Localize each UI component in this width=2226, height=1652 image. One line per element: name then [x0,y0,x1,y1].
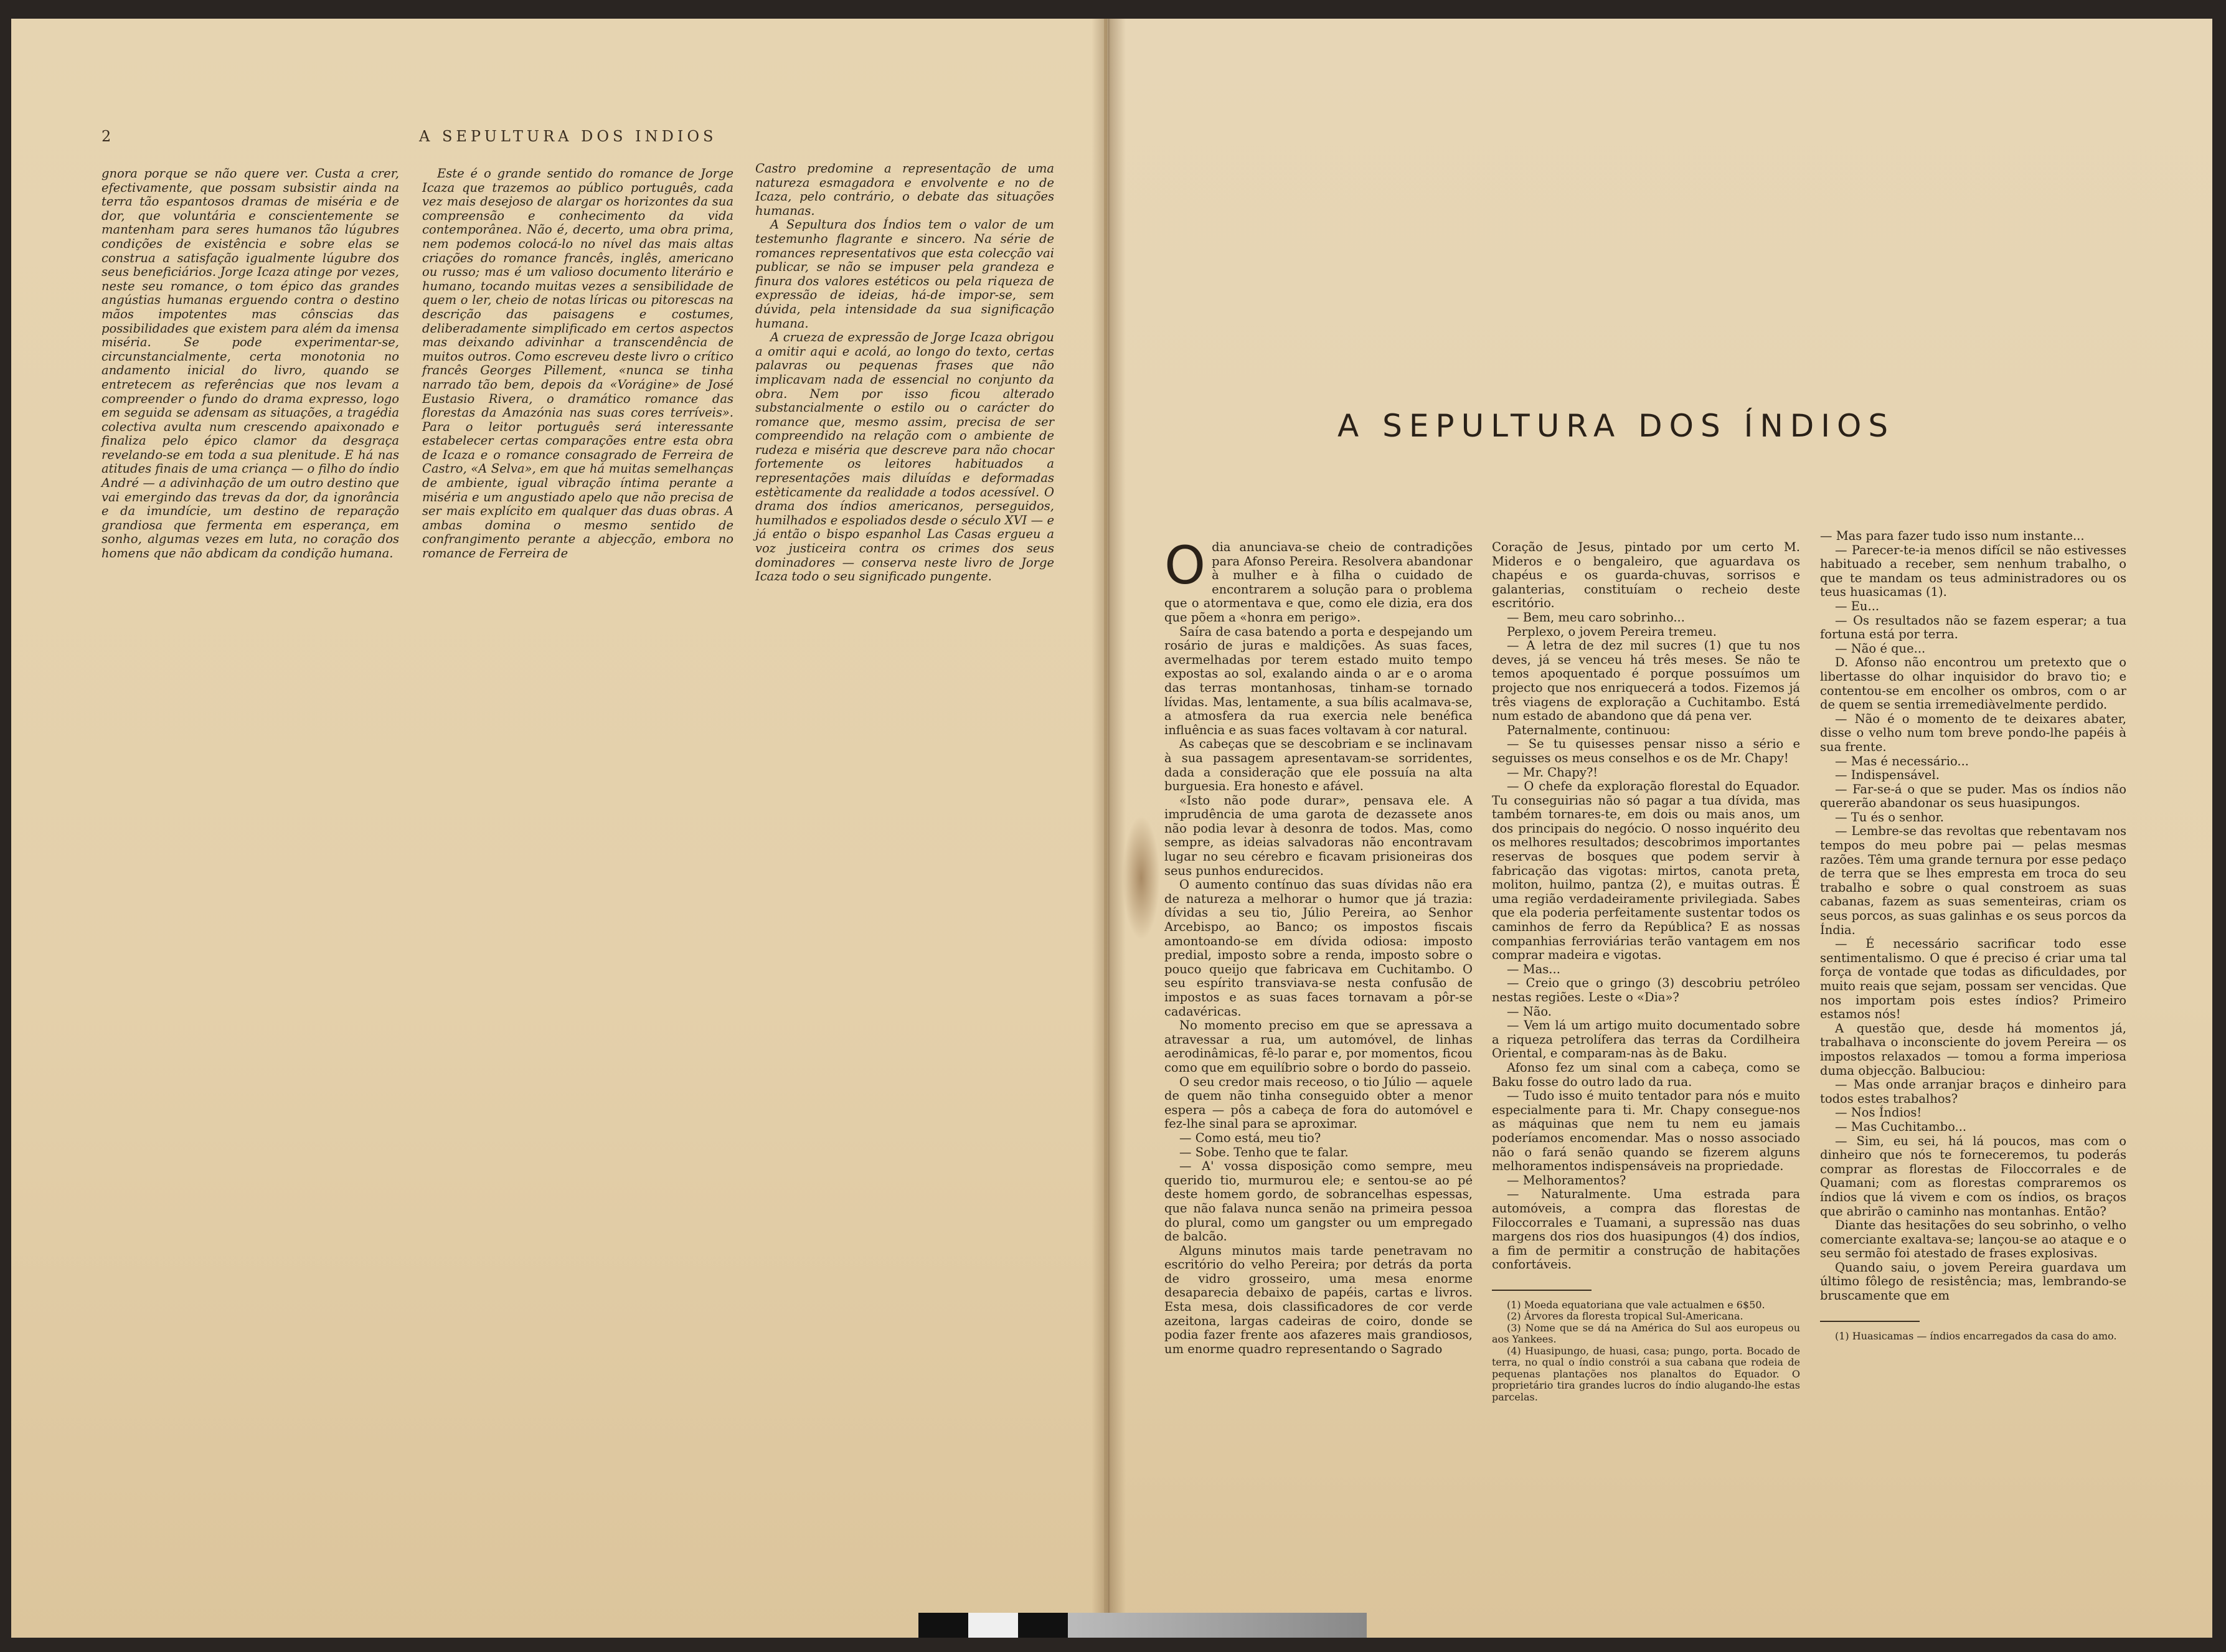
left-column-1 [101,167,399,561]
chapter-title: A SEPULTURA DOS ÍNDIOS [1337,408,1895,444]
paragraph: — Indispensável. [1835,768,1940,783]
left-column-3 [755,162,1054,584]
paragraph: Quando saiu, o jovem Pereira guardava um último fôlego de resistência; mas, lembrando-se bruscamente que em [1820,1260,2126,1303]
paragraph: — O chefe da exploração florestal do Equador. Tu conseguirias não só pagar a tua dívida, mas também tornares-te, em dois ou mais anos, um dos principais do negócio. O nosso inquérito deu os melhores resultados; descobrimos importantes reservas de bosques que podem servir à fabricação das vigotas: mirtos, canota preta, moliton, huilmo, pantza (2), e muitas outras. É uma região verdadeiramente privilegiada. Sabes que ela poderia perfeitamente sustentar todos os caminhos de ferro da República? E as nossas companhias ferroviárias terão vantagem em nos comprar madeira e vigotas. [1492,779,1800,963]
paragraph: A crueza de expressão de Jorge Icaza obrigou a omitir aqui e acolá, ao longo do texto, certas palavras ou pequenas frases que não implicavam nada de essencial no conjunto da obra. Nem por isso ficou alterado substancialmente o estilo ou o carácter do romance que, mesmo assim, precisa de ser compreendido na relação com o ambiente de rudeza e miséria que descreve para não chocar fortemente os leitores habituados a representações mais diluídas e deformadas estèticamente da realidade a todos acessível. O drama dos índios americanos, perseguidos, humilhados e espoliados desde o século XVI — e já então o bispo espanhol Las Casas ergueu a voz justiceira contra os crimes dos seus dominadores — conserva neste livro de Jorge Icaza todo o seu significado pungente. [755,330,1054,584]
paragraph: No momento preciso em que se apressava a atravessar a rua, um automóvel, de linhas aerodinâmicas, fê-lo parar e, por momentos, ficou como que em equilíbrio sobre o bordo do passeio. [1164,1018,1473,1075]
paragraph: A questão que, desde há momentos já, trabalhava o inconsciente do jovem Pereira — os impostos relaxados — tomou a forma imperiosa duma objecção. Balbuciou: [1820,1021,2126,1078]
paragraph: — Não. [1507,1004,1552,1019]
page-number: 2 [101,128,115,145]
paragraph: — Lembre-se das revoltas que rebentavam nos tempos do meu pobre pai — pelas mesmas razões. Têm uma grande ternura por esse pedaço de terra que se lhes empresta em troca do seu trabalho e sobre o qual constroem as suas cabanas, fazem as suas sementeiras, criam os seus porcos, as suas galinhas e os seus porcos da Índia. [1820,824,2126,937]
paragraph: Este é o grande sentido do romance de Jorge Icaza que trazemos ao público português, cada vez mais desejoso de alargar os horizontes da sua compreensão e conhecimento da vida contemporânea. Não é, decerto, uma obra prima, nem podemos colocá-lo no nível das mais altas criações do romance francês, inglês, americano ou russo; mas é um valioso documento literário e humano, tocando muitas vezes a sensibilidade de quem o ler, cheio de notas líricas ou pitorescas na descrição das paisagens e costumes, deliberadamente simplificado em certos aspectos mas deixando adivinhar a transcendência de muitos outros. Como escreveu deste livro o crítico francês Georges Pillement, «nunca se tinha narrado tão bem, depois da «Vorágine» de José Eustasio Rivera, o dramático romance das florestas da Amazónia nas suas cores terríveis». Para o leitor português será interessante estabelecer certas comparações entre esta obra de Icaza e o romance consagrado de Ferreira de Castro, «A Selva», em que há muitas semelhanças de ambiente, igual vibração íntima perante a miséria e um angustiado apelo que não precisa de ser mais explícito em qualquer das duas obras. A ambas domina o mesmo sentido de confrangimento perante a abjecção, embora no romance de Ferreira de [422,166,733,561]
paragraph: — Sim, eu sei, há lá poucos, mas com o dinheiro que nós te forneceremos, tu poderás comprar as florestas de Filoccorrales e de Quamani; com as florestas compraremos os índios que lá vivem e com os índios, os braços que abrirão o caminho nas montanhas. Então? [1820,1133,2126,1219]
paragraph: As cabeças que se descobriam e se inclinavam à sua passagem apresentavam-se sorridentes, dada a consideração que ele possuía na alta burguesia. Era honesto e afável. [1164,737,1473,794]
paragraph: — Sobe. Tenho que te falar. [1179,1145,1349,1159]
paragraph: — Mas é necessário... [1835,753,1969,768]
paragraph: — A letra de dez mil sucres (1) que tu nos deves, já se venceu há três meses. Se não te temos apoquentado é porque possuímos um projecto que nos enriquecerá a todos. Fizemos já três viagens de exploração a Cuchitambo. Está num estado de abandono que dá pena ver. [1492,638,1800,724]
color-scale-ruler [918,1613,1367,1638]
paragraph: Perplexo, o jovem Pereira tremeu. [1507,624,1717,639]
book-gutter [1092,19,1126,1638]
paragraph: Alguns minutos mais tarde penetravam no escritório do velho Pereira; por detrás da porta de vidro grosseiro, uma mesa enorme desaparecia debaixo de papéis, cartas e livros. Esta mesa, dois classificadores de cor verde azeitona, largas cadeiras de coiro, donde se podia fazer frente aos afazeres mais grandiosos, um enorme quadro representando o Sagrado [1164,1243,1473,1356]
right-column-3 [1820,529,2126,1342]
right-column-2 [1492,540,1800,1403]
paragraph: — Vem lá um artigo muito documentado sobre a riqueza petrolífera das terras da Cordilheira Oriental, e comparam-nas às de Baku. [1492,1018,1800,1061]
footnote: (3) Nome que se dá na América do Sul aos europeus ou aos Yankees. [1492,1321,1800,1346]
right-column-1 [1164,535,1473,1356]
paragraph: — Os resultados não se fazem esperar; a tua fortuna está por terra. [1820,613,2126,642]
paragraph: dia anunciava-se cheio de contradições para Afonso Pereira. Resolvera abandonar à mulher e à filha o cuidado de encontrarem a solução para o problema que o atormentava e que, como ele dizia, era dos que põem a «honra em perigo». [1164,540,1473,625]
paragraph: D. Afonso não encontrou um pretexto que o libertasse do olhar inquisidor do bravo tio; e contentou-se em encolher os ombros, com o ar de quem se sentia irremediàvelmente perdido. [1820,655,2126,712]
paragraph: — Far-se-á o que se puder. Mas os índios não quererão abandonar os seus huasipungos. [1820,781,2126,811]
paragraph: — Creio que o gringo (3) descobriu petróleo nestas regiões. Leste o «Dia»? [1492,976,1800,1004]
paragraph: — Como está, meu tio? [1179,1130,1321,1145]
footnote: (4) Huasipungo, de huasi, casa; pungo, porta. Bocado de terra, no qual o índio constrói a sua cabana que rodeia de pequenas plantações nos planaltos do Equador. O proprietário tira grandes lucros do índio alugando-lhe estas parcelas. [1492,1344,1800,1403]
left-column-2 [422,167,733,561]
book-spread [11,19,2212,1638]
paragraph: O seu credor mais receoso, o tio Júlio — aquele de quem não tinha conseguido obter a menor espera — pôs a cabeça de fora do automóvel e fez-lhe sinal para se aproximar. [1164,1074,1473,1131]
paragraph: Saíra de casa batendo a porta e despejando um rosário de juras e maldições. As suas faces, avermelhadas por terem estado muito tempo expostas ao sol, exalando ainda o ar e o aroma das terras montanhosas, tinham-se tornado lívidas. Mas, lentamente, a sua bílis acalmava-se, a atmosfera da rua exercia nele benéfica influência e as suas faces voltavam à cor natural. [1164,624,1473,737]
paragraph: — Não é que... [1835,641,1926,656]
paragraph: — Mas Cuchitambo... [1835,1119,1967,1134]
paragraph: — Mr. Chapy?! [1507,765,1598,780]
paragraph: Diante das hesitações do seu sobrinho, o velho comerciante exaltava-se; lançou-se ao ataque e o seu sermão foi atestado de frases explosivas. [1820,1218,2126,1261]
running-head-title: A SEPULTURA DOS INDIOS [419,128,717,145]
paragraph: — Mas onde arranjar braços e dinheiro para todos estes trabalhos? [1820,1077,2126,1106]
paragraph: O aumento contínuo das suas dívidas não era de natureza a melhorar o humor que já trazia: dívidas a seu tio, Júlio Pereira, ao Senhor Arcebispo, ao Banco; os impostos fiscais amontoando-se em dívida odiosa: imposto predial, imposto sobre a renda, imposto sobre o pouco queijo que fabricava em Cuchitambo. O seu espírito transviava-se nesta confusão de impostos e as suas faces tornavam a pôr-se cadavéricas. [1164,877,1473,1019]
drop-cap: O [1164,535,1206,596]
paragraph: — É necessário sacrificar todo esse sentimentalismo. O que é preciso é criar uma tal força de vontade que todas as dificuldades, por muito reais que sejam, possam ser vencidas. Que nos importam pois estes índios? Primeiro estamos nós! [1820,937,2126,1022]
paragraph: A Sepultura dos Índios tem o valor de um testemunho flagrante e sincero. Na série de romances representativos que esta colecção vai publicar, se não se impuser pela grandeza e finura dos valores estéticos ou pela riqueza de expressão de ideias, há-de impor-se, sem dúvida, pela intensidade da sua significação humana. [755,217,1054,331]
paragraph: — Eu... [1835,598,1880,613]
footnote: (1) Huasicamas — índios encarregados da casa do amo. [1835,1329,2117,1342]
paper-stain [1123,816,1160,940]
paragraph: «Isto não pode durar», pensava ele. A imprudência de uma garota de dezassete anos não podia levar à desonra de todos. Mas, como sempre, as ideias salvadoras não encontravam lugar no seu cérebro e ficavam prisioneiras dos seus punhos endurecidos. [1164,793,1473,878]
paragraph: — Tudo isso é muito tentador para nós e muito especialmente para ti. Mr. Chapy consegue-nos as máquinas que nem tu nem eu jamais poderíamos encomendar. Mas o nosso associado não o fará senão quando se fizerem alguns melhoramentos indispensáveis na propriedade. [1492,1088,1800,1174]
paragraph: Afonso fez um sinal com a cabeça, como se Baku fosse do outro lado da rua. [1492,1060,1800,1089]
paragraph: gnora porque se não quere ver. Custa a crer, efectivamente, que possam subsistir ainda na terra tão espantosos dramas de miséria e de dor, que voluntária e conscientemente se mantenham para seres humanos tão lúgubres condições de existência e sobre elas se construa a satisfação igualmente lúgubre dos seus beneficiários. Jorge Icaza atinge por vezes, neste seu romance, o tom épico das grandes angústias humanas erguendo contra o destino mãos impotentes mas cônscias das possibilidades que existem para além da imensa miséria. Se pode experimentar-se, circunstancialmente, certa monotonia no andamento inicial do livro, quando se entretecem as referências que nos levam a compreender o fundo do drama expresso, logo em seguida se adensam as situações, a tragédia colectiva avulta num crescendo apaixonado e finaliza pelo épico clamor da desgraça revelando-se em toda a sua plenitude. E há nas atitudes finais de uma criança — o filho do índio André — a adivinhação de um outro destino que vai emergindo das trevas da dor, da ignorância e da imundície, um destino de reparação grandiosa que fermenta em esperança, em sonho, algumas vezes em luta, no coração dos homens que não abdicam da condição humana. [101,166,399,561]
paragraph: — A' vossa disposição como sempre, meu querido tio, murmurou ele; e sentou-se ao pé deste homem gordo, de sobrancelhas espessas, que não falava nunca senão na primeira pessoa do plural, como um gangster ou um empregado de balcão. [1164,1159,1473,1244]
paragraph: — Não é o momento de te deixares abater, disse o velho num tom breve pondo-lhe papéis à sua frente. [1820,711,2126,754]
paragraph: — Parecer-te-ia menos difícil se não estivesses habituado a receber, sem nenhum trabalho, o que te mandam os teus administradores ou os teus huasicamas (1). [1820,542,2126,600]
paragraph: Coração de Jesus, pintado por um certo M. Mideros e o bengaleiro, que aguardava os chapéus e os guarda-chuvas, sorrisos e galanterias, constituíam o recheio deste escritório. [1492,540,1800,611]
paragraph: — Melhoramentos? [1507,1173,1626,1187]
paragraph: — Mas para fazer tudo isso num instante... [1820,529,2085,543]
paragraph: Paternalmente, continuou: [1507,722,1671,737]
footnote-rule [1820,1321,1920,1322]
running-head [101,128,1048,153]
paragraph: — Bem, meu caro sobrinho... [1507,610,1685,625]
footnote: (1) Moeda equatoriana que vale actualmen e 6$50. [1507,1298,1765,1311]
paragraph: — Mas... [1507,961,1560,976]
paragraph: — Tu és o senhor. [1835,809,1944,824]
paragraph: — Naturalmente. Uma estrada para automóveis, a compra das florestas de Filoccorrales e Tuamani, a supressão nas duas margens dos rios dos huasipungos (4) dos índios, a fim de permitir a construção de habitações confortáveis. [1492,1187,1800,1272]
paragraph: — Nos Índios! [1835,1105,1922,1120]
footnote-rule [1492,1290,1592,1291]
paragraph: Castro predomine a representação de uma natureza esmagadora e envolvente e no de Icaza, pelo contrário, o debate das situações humanas. [755,161,1054,218]
paragraph: — Se tu quisesses pensar nisso a sério e seguisses os meus conselhos e os de Mr. Chapy! [1492,737,1800,765]
footnote: (2) Árvores da floresta tropical Sul-Americana. [1507,1310,1743,1323]
